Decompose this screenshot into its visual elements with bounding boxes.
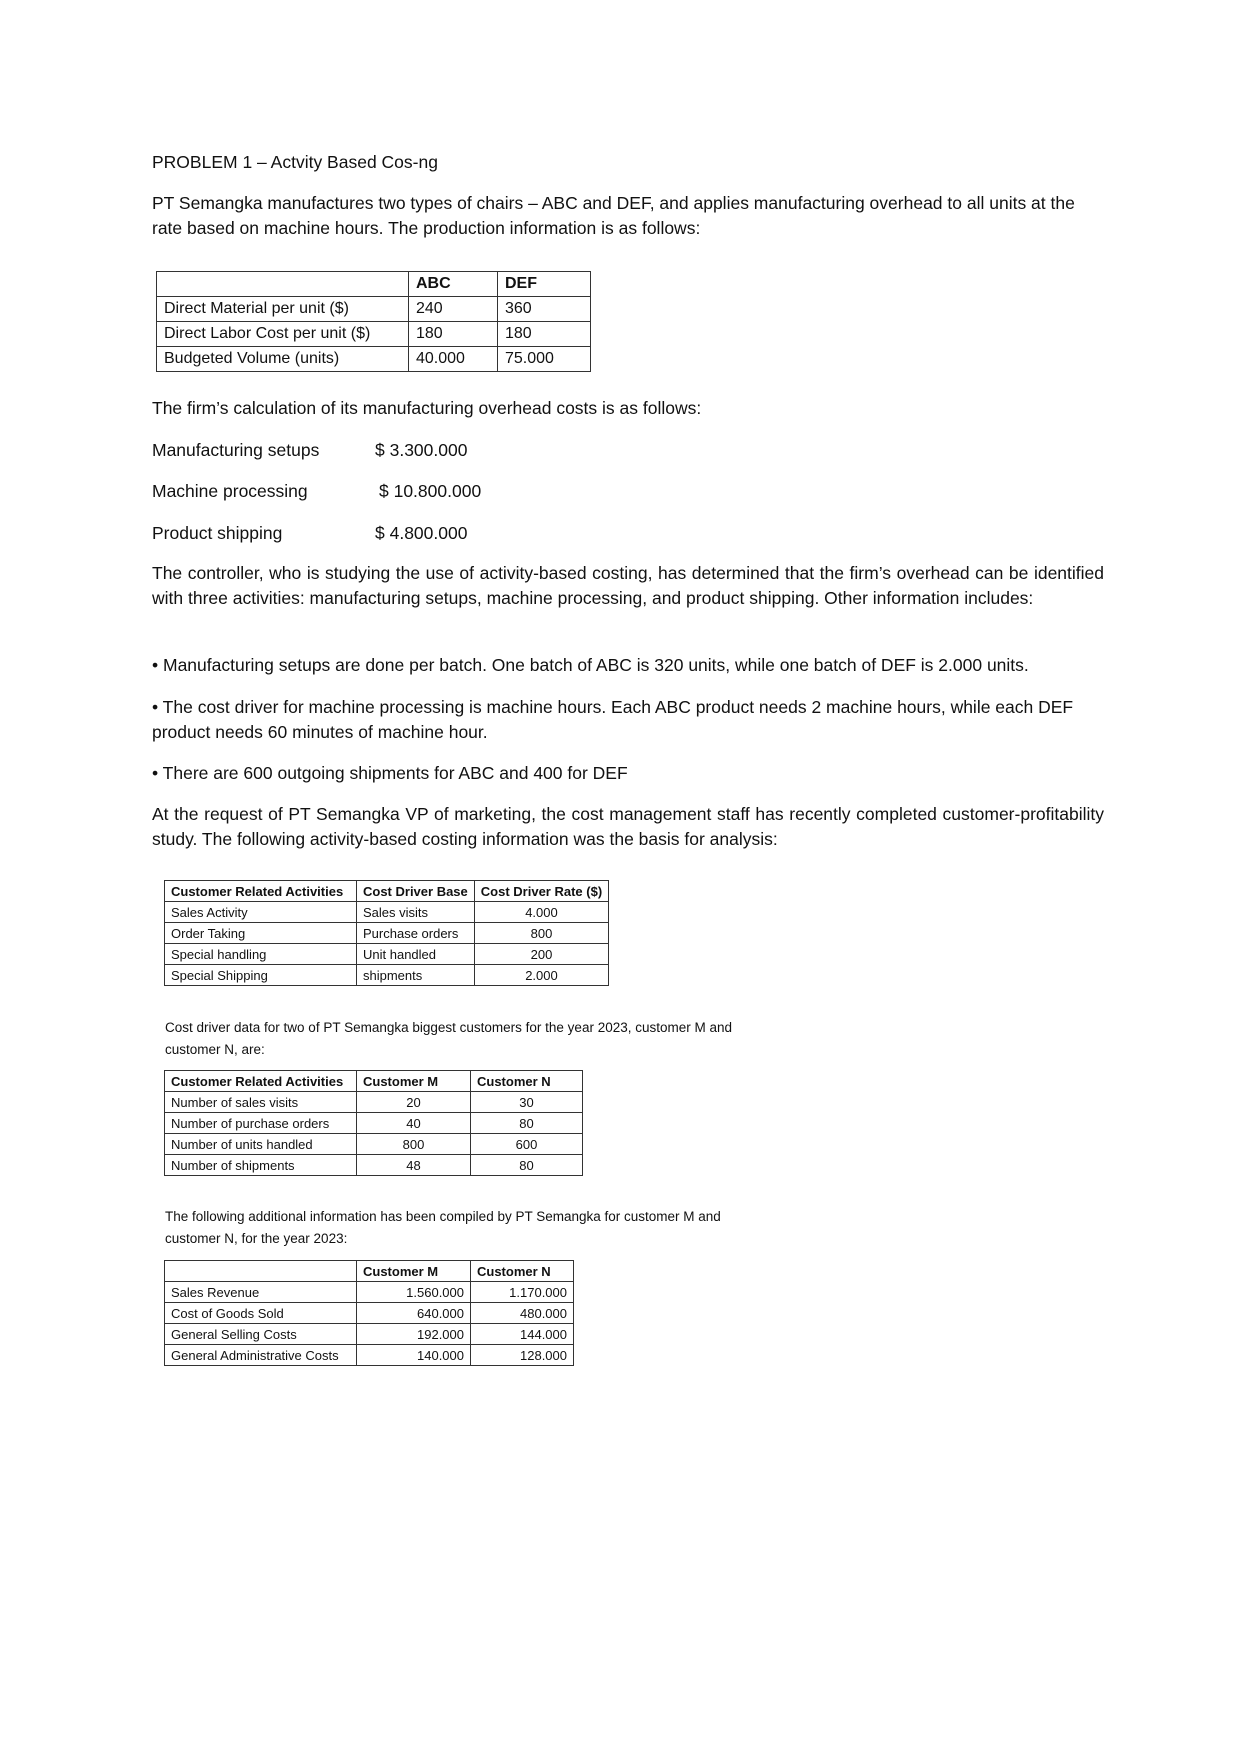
table-row xyxy=(165,923,609,944)
column-header: ABC xyxy=(409,272,498,297)
row-label: General Administrative Costs xyxy=(165,1345,357,1366)
table-row xyxy=(165,1282,574,1303)
row-label: Order Taking xyxy=(165,923,357,944)
table-row xyxy=(165,1113,583,1134)
row-label: Special Shipping xyxy=(165,965,357,986)
column-header: Customer Related Activities xyxy=(165,1071,357,1092)
column-header: Customer M xyxy=(357,1071,471,1092)
table-header-row xyxy=(165,1071,583,1092)
column-header: Customer M xyxy=(357,1261,471,1282)
column-header: Customer N xyxy=(471,1261,574,1282)
cell: 48 xyxy=(357,1155,471,1176)
cell: 40 xyxy=(357,1113,471,1134)
cell: Purchase orders xyxy=(357,923,475,944)
row-label: Cost of Goods Sold xyxy=(165,1303,357,1324)
row-label: Number of sales visits xyxy=(165,1092,357,1113)
table-row xyxy=(165,944,609,965)
overhead-label: Product shipping xyxy=(152,523,283,543)
cell: 600 xyxy=(471,1134,583,1155)
cell: 800 xyxy=(474,923,608,944)
cell: shipments xyxy=(357,965,475,986)
cell: 192.000 xyxy=(357,1324,471,1345)
intro-paragraph: PT Semangka manufactures two types of chairs – ABC and DEF, and applies manufacturing overhead to all units at the rate based on machine hours. The production information is as follows: xyxy=(152,193,1075,238)
column-header xyxy=(165,1261,357,1282)
cell: 2.000 xyxy=(474,965,608,986)
cell: 1.170.000 xyxy=(471,1282,574,1303)
cell: 1.560.000 xyxy=(357,1282,471,1303)
bullet-item: • Manufacturing setups are done per batch. One batch of ABC is 320 units, while one batch of DEF is 2.000 units. xyxy=(152,655,1029,675)
activity-table xyxy=(164,880,609,986)
column-header xyxy=(157,272,409,297)
column-header: Customer N xyxy=(471,1071,583,1092)
overhead-value: $ 3.300.000 xyxy=(375,440,468,460)
table-row xyxy=(165,1345,574,1366)
table-row xyxy=(165,1303,574,1324)
cell: 480.000 xyxy=(471,1303,574,1324)
row-label: Direct Labor Cost per unit ($) xyxy=(157,322,409,347)
overhead-label: Machine processing xyxy=(152,481,308,501)
table-row xyxy=(165,902,609,923)
cell: 144.000 xyxy=(471,1324,574,1345)
cell: 80 xyxy=(471,1113,583,1134)
table-row xyxy=(165,1155,583,1176)
controller-paragraph: The controller, who is studying the use of activity-based costing, has determined that the firm’s overhead can be identified with three activities: manufacturing setups, machine processing, and product shipping. Other information includes: xyxy=(152,563,1104,608)
table-header-row xyxy=(165,881,609,902)
additional-note: The following additional information has been compiled by PT Semangka for customer M and customer N, for the year 2023: xyxy=(165,1209,721,1246)
row-label: General Selling Costs xyxy=(165,1324,357,1345)
bullet-item: • The cost driver for machine processing is machine hours. Each ABC product needs 2 machine hours, while each DEF product needs 60 minutes of machine hour. xyxy=(152,697,1074,742)
row-label: Number of shipments xyxy=(165,1155,357,1176)
cell: 128.000 xyxy=(471,1345,574,1366)
overhead-label: Manufacturing setups xyxy=(152,440,320,460)
row-label: Sales Revenue xyxy=(165,1282,357,1303)
column-header: Cost Driver Rate ($) xyxy=(474,881,608,902)
row-label: Number of purchase orders xyxy=(165,1113,357,1134)
driver-note: Cost driver data for two of PT Semangka biggest customers for the year 2023, customer M and customer N, are: xyxy=(165,1020,733,1057)
table-row xyxy=(165,1092,583,1113)
row-label: Number of units handled xyxy=(165,1134,357,1155)
table-row xyxy=(165,965,609,986)
request-paragraph: At the request of PT Semangka VP of marketing, the cost management staff has recently completed customer-profitability study. The following activity-based costing information was the basis for analysis: xyxy=(152,804,1104,849)
cell: 80 xyxy=(471,1155,583,1176)
table-header-row xyxy=(157,272,591,297)
cell: 4.000 xyxy=(474,902,608,923)
cell: 40.000 xyxy=(409,347,498,372)
cell: 20 xyxy=(357,1092,471,1113)
driver-table xyxy=(164,1070,583,1176)
cell: Unit handled xyxy=(357,944,475,965)
table-header-row xyxy=(165,1261,574,1282)
cell: 180 xyxy=(409,322,498,347)
overhead-value: $ 10.800.000 xyxy=(379,481,482,501)
additional-table xyxy=(164,1260,574,1366)
column-header: DEF xyxy=(498,272,591,297)
row-label: Special handling xyxy=(165,944,357,965)
cell: 360 xyxy=(498,297,591,322)
row-label: Sales Activity xyxy=(165,902,357,923)
table-row xyxy=(157,347,591,372)
cell: 75.000 xyxy=(498,347,591,372)
cell: 800 xyxy=(357,1134,471,1155)
table-row xyxy=(157,297,591,322)
cell: 200 xyxy=(474,944,608,965)
problem-heading: PROBLEM 1 – Actvity Based Cos-ng xyxy=(152,152,438,172)
table-row xyxy=(157,322,591,347)
table-row xyxy=(165,1324,574,1345)
cell: 640.000 xyxy=(357,1303,471,1324)
overhead-value: $ 4.800.000 xyxy=(375,523,468,543)
column-header: Cost Driver Base xyxy=(357,881,475,902)
table-row xyxy=(165,1134,583,1155)
row-label: Direct Material per unit ($) xyxy=(157,297,409,322)
cell: 30 xyxy=(471,1092,583,1113)
production-table xyxy=(156,271,591,372)
column-header: Customer Related Activities xyxy=(165,881,357,902)
cell: Sales visits xyxy=(357,902,475,923)
cell: 240 xyxy=(409,297,498,322)
cell: 140.000 xyxy=(357,1345,471,1366)
row-label: Budgeted Volume (units) xyxy=(157,347,409,372)
bullet-item: • There are 600 outgoing shipments for ABC and 400 for DEF xyxy=(152,763,628,783)
cell: 180 xyxy=(498,322,591,347)
overhead-intro: The firm’s calculation of its manufacturing overhead costs is as follows: xyxy=(152,398,702,418)
